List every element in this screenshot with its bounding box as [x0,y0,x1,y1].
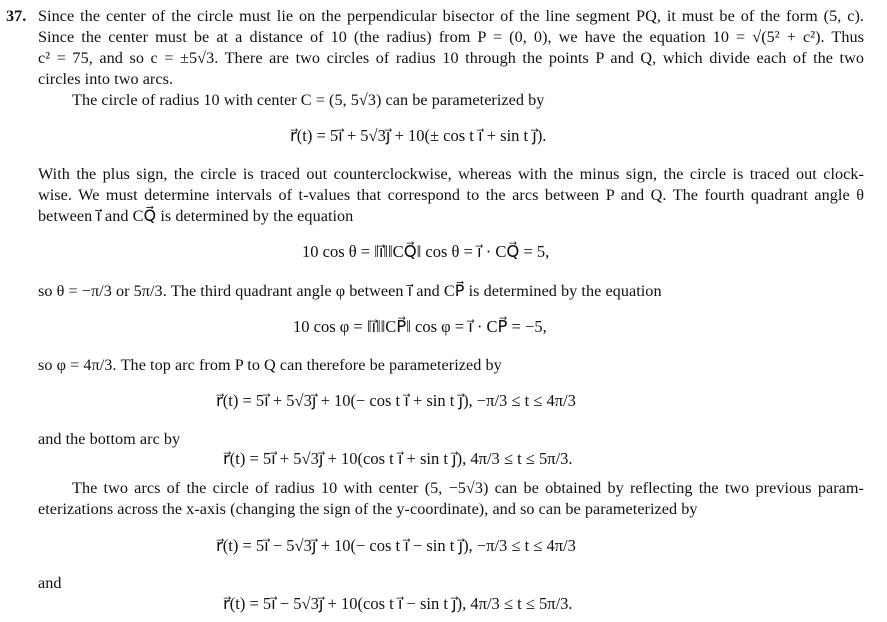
text-line-2: Since the center must be at a distance of 10 (the radius) from P = (0, 0), we have the equation 10 = √(5² + c²). Thus [38,28,864,46]
text-line-13: eterizations across the x-axis (changing the sign of the y-coordinate), and so can be parameterized by [38,500,698,518]
text-line-3: c² = 75, and so c = ±5√3. There are two circles of radius 10 through the points P and Q, which divide each of the two [38,49,864,67]
equation-4: r⃗(t) = 5i⃗ + 5√3j⃗ + 10(− cos t i⃗ + sin t j⃗), −π/3 ≤ t ≤ 4π/3 [216,391,576,410]
text-line-6: With the plus sign, the circle is traced out counterclockwise, whereas with the minus sign, the circle is traced out clock- [38,165,864,183]
equation-3: 10 cos φ = ‖i⃗‖‖CP⃗‖ cos φ = i⃗ · CP⃗ = −5, [293,317,547,336]
text-line-8: between i⃗ and CQ⃗ is determined by the equation [38,207,354,225]
text-line-7: wise. We must determine intervals of t-values that correspond to the arcs between P and Q. The fourth quadrant angle θ [38,186,864,204]
equation-1: r⃗(t) = 5i⃗ + 5√3j⃗ + 10(± cos t i⃗ + sin t j⃗). [290,126,547,145]
text-line-10: so φ = 4π/3. The top arc from P to Q can therefore be parameterized by [38,356,502,374]
equation-6: r⃗(t) = 5i⃗ − 5√3j⃗ + 10(− cos t i⃗ − sin t j⃗), −π/3 ≤ t ≤ 4π/3 [216,536,576,555]
text-line-11: and the bottom arc by [38,430,181,448]
equation-5: r⃗(t) = 5i⃗ + 5√3j⃗ + 10(cos t i⃗ + sin t j⃗), 4π/3 ≤ t ≤ 5π/3. [223,449,573,468]
text-line-5: The circle of radius 10 with center C = (5, 5√3) can be parameterized by [72,91,545,109]
text-line-1: Since the center of the circle must lie on the perpendicular bisector of the line segment PQ, it must be of the form (5, c). [38,7,864,25]
equation-2: 10 cos θ = ‖i⃗‖‖CQ⃗‖ cos θ = i⃗ · CQ⃗ = 5, [302,242,550,261]
text-line-12: The two arcs of the circle of radius 10 with center (5, −5√3) can be obtained by reflecting the two previous param- [72,479,864,497]
text-line-9: so θ = −π/3 or 5π/3. The third quadrant angle φ between i⃗ and CP⃗ is determined by the equation [38,282,662,300]
problem-number: 37. [6,7,27,25]
equation-7: r⃗(t) = 5i⃗ − 5√3j⃗ + 10(cos t i⃗ − sin t j⃗), 4π/3 ≤ t ≤ 5π/3. [223,594,573,613]
text-line-14: and [38,574,62,592]
text-line-4: circles into two arcs. [38,70,174,88]
